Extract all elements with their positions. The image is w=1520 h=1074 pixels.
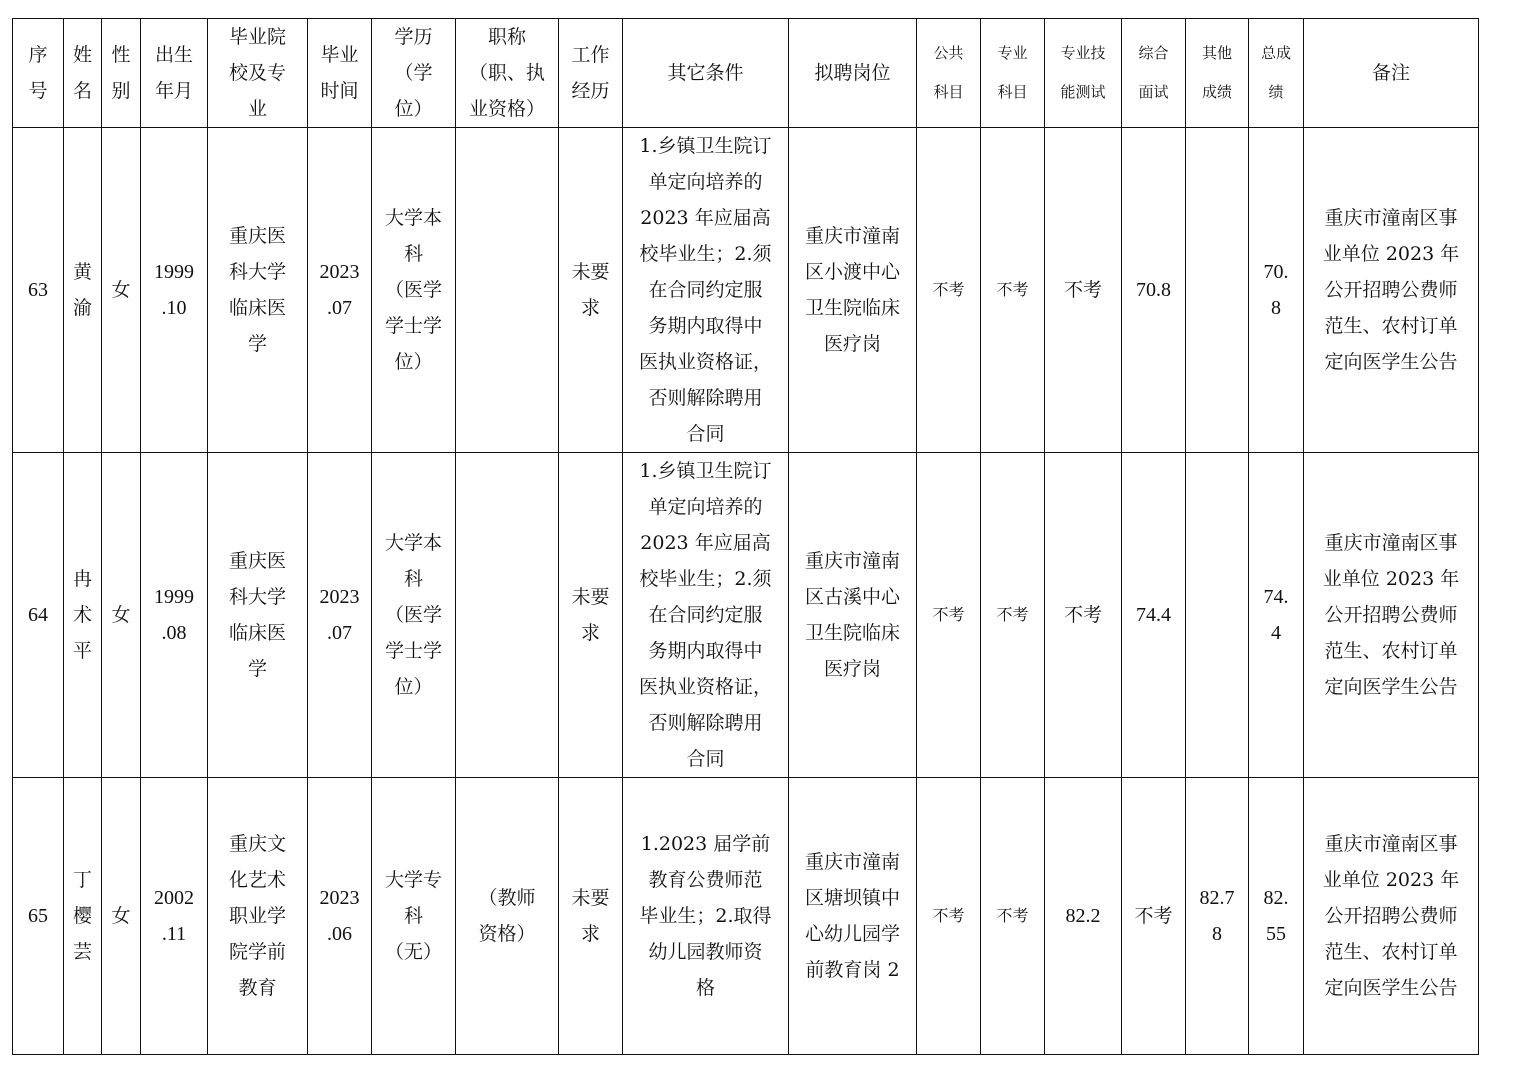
cell-work: 未要 求 xyxy=(559,778,623,1055)
cell-school: 重庆医 科大学 临床医 学 xyxy=(208,128,308,453)
header-title: 职称 （职、执 业资格） xyxy=(456,19,559,128)
cell-gender: 女 xyxy=(102,778,141,1055)
cell-remark: 重庆市潼南区事 业单位 2023 年 公开招聘公费师 范生、农村订单 定向医学生公告 xyxy=(1304,453,1479,778)
cell-position: 重庆市潼南 区塘坝镇中 心幼儿园学 前教育岗 2 xyxy=(789,778,917,1055)
cell-name: 冉 术 平 xyxy=(64,453,102,778)
header-position: 拟聘岗位 xyxy=(789,19,917,128)
cell-grad-time: 2023 .06 xyxy=(308,778,372,1055)
cell-total: 82. 55 xyxy=(1249,778,1304,1055)
cell-position: 重庆市潼南 区小渡中心 卫生院临床 医疗岗 xyxy=(789,128,917,453)
candidate-table xyxy=(12,18,1479,1055)
cell-seq: 63 xyxy=(13,128,64,453)
cell-interview: 70.8 xyxy=(1122,128,1186,453)
header-public: 公共 科目 xyxy=(917,19,981,128)
header-major: 专业 科目 xyxy=(981,19,1045,128)
cell-major: 不考 xyxy=(981,453,1045,778)
header-name: 姓 名 xyxy=(64,19,102,128)
cell-total: 70. 8 xyxy=(1249,128,1304,453)
header-total: 总成 绩 xyxy=(1249,19,1304,128)
cell-gender: 女 xyxy=(102,453,141,778)
header-interview: 综合 面试 xyxy=(1122,19,1186,128)
cell-other xyxy=(1186,453,1249,778)
header-school: 毕业院 校及专 业 xyxy=(208,19,308,128)
cell-conditions: 1.乡镇卫生院订 单定向培养的 2023 年应届高 校毕业生；2.须 在合同约定服 务期内取得中 医执业资格证， 否则解除聘用 合同 xyxy=(623,453,789,778)
cell-public: 不考 xyxy=(917,128,981,453)
cell-public: 不考 xyxy=(917,778,981,1055)
cell-name: 丁 樱 芸 xyxy=(64,778,102,1055)
header-remark: 备注 xyxy=(1304,19,1479,128)
header-conditions: 其它条件 xyxy=(623,19,789,128)
header-grad-time: 毕业 时间 xyxy=(308,19,372,128)
cell-remark: 重庆市潼南区事 业单位 2023 年 公开招聘公费师 范生、农村订单 定向医学生公告 xyxy=(1304,128,1479,453)
table-row xyxy=(13,128,1479,453)
cell-total: 74. 4 xyxy=(1249,453,1304,778)
cell-public: 不考 xyxy=(917,453,981,778)
cell-school: 重庆医 科大学 临床医 学 xyxy=(208,453,308,778)
cell-remark: 重庆市潼南区事 业单位 2023 年 公开招聘公费师 范生、农村订单 定向医学生公告 xyxy=(1304,778,1479,1055)
cell-seq: 65 xyxy=(13,778,64,1055)
cell-major: 不考 xyxy=(981,778,1045,1055)
cell-work: 未要 求 xyxy=(559,453,623,778)
header-skill: 专业技 能测试 xyxy=(1045,19,1122,128)
cell-degree: 大学本 科 （医学 学士学 位） xyxy=(372,453,456,778)
cell-school: 重庆文 化艺术 职业学 院学前 教育 xyxy=(208,778,308,1055)
header-work: 工作 经历 xyxy=(559,19,623,128)
cell-skill: 不考 xyxy=(1045,128,1122,453)
header-other: 其他 成绩 xyxy=(1186,19,1249,128)
cell-name: 黄 渝 xyxy=(64,128,102,453)
cell-position: 重庆市潼南 区古溪中心 卫生院临床 医疗岗 xyxy=(789,453,917,778)
cell-work: 未要 求 xyxy=(559,128,623,453)
cell-conditions: 1.2023 届学前 教育公费师范 毕业生；2.取得 幼儿园教师资 格 xyxy=(623,778,789,1055)
header-degree: 学历 （学 位） xyxy=(372,19,456,128)
header-birth: 出生 年月 xyxy=(141,19,208,128)
cell-grad-time: 2023 .07 xyxy=(308,128,372,453)
cell-skill: 不考 xyxy=(1045,453,1122,778)
header-gender: 性 别 xyxy=(102,19,141,128)
cell-title xyxy=(456,128,559,453)
cell-gender: 女 xyxy=(102,128,141,453)
cell-degree: 大学本 科 （医学 学士学 位） xyxy=(372,128,456,453)
header-seq: 序 号 xyxy=(13,19,64,128)
header-row xyxy=(13,19,1479,128)
cell-title: （教师 资格） xyxy=(456,778,559,1055)
table-row xyxy=(13,453,1479,778)
cell-birth: 1999 .10 xyxy=(141,128,208,453)
cell-interview: 74.4 xyxy=(1122,453,1186,778)
cell-birth: 1999 .08 xyxy=(141,453,208,778)
cell-title xyxy=(456,453,559,778)
cell-degree: 大学专 科 （无） xyxy=(372,778,456,1055)
cell-birth: 2002 .11 xyxy=(141,778,208,1055)
cell-other xyxy=(1186,128,1249,453)
table-row xyxy=(13,778,1479,1055)
cell-other: 82.7 8 xyxy=(1186,778,1249,1055)
cell-major: 不考 xyxy=(981,128,1045,453)
cell-conditions: 1.乡镇卫生院订 单定向培养的 2023 年应届高 校毕业生；2.须 在合同约定服 务期内取得中 医执业资格证， 否则解除聘用 合同 xyxy=(623,128,789,453)
cell-skill: 82.2 xyxy=(1045,778,1122,1055)
cell-interview: 不考 xyxy=(1122,778,1186,1055)
cell-seq: 64 xyxy=(13,453,64,778)
cell-grad-time: 2023 .07 xyxy=(308,453,372,778)
